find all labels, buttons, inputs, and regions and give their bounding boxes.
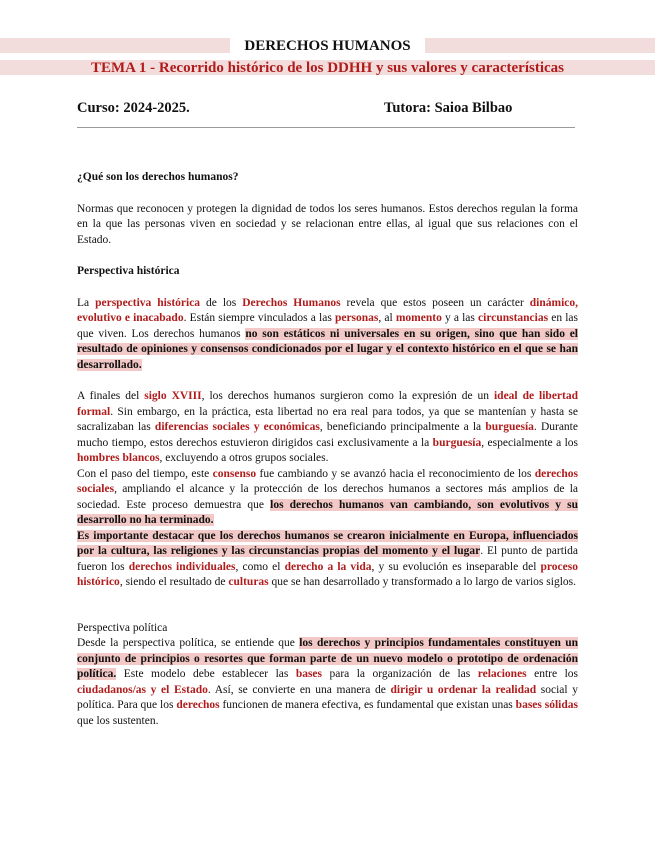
course-label: Curso: 2024-2025. — [77, 100, 190, 116]
section-heading-historical: Perspectiva histórica — [77, 265, 180, 277]
header-divider — [77, 127, 575, 128]
historical-paragraph-2: A finales del siglo XVIII, los derechos humanos surgieron como la expresión de un ideal de libertad formal. Sin embargo, en la práctica, esta libertad no era real para todos, ya que se mantenían y hasta se sacralizaban las diferencias sociales y económicas, beneficiando principalmente a la burguesía. Durante mucho tiempo, estos derechos estuvieron dirigidos casi exclusivamente a la burguesía, especialmente a los hombres blancos, excluyendo a otros grupos sociales. — [77, 390, 579, 464]
definition-paragraph: Normas que reconocen y protegen la dignidad de todos los seres humanos. Estos derechos regulan la forma en la que las personas viven en sociedad y se relacionan entre ellas, al igual que sus relaciones con el Estado. — [77, 202, 578, 246]
section-heading-political: Perspectiva política — [77, 621, 168, 634]
tutor-label: Tutora: Saioa Bilbao — [384, 100, 513, 116]
page-title: DERECHOS HUMANOS — [0, 38, 655, 55]
political-paragraph: Desde la perspectiva política, se entiende que los derechos y principios fundamentales constituyen un conjunto de principios o resortes que forman parte de un nuevo modelo o prototipo de ordenación política. Este modelo debe establecer las bases para la organización de las relaciones entre los ciudadanos/as y el Estado. Así, se convierte en una manera de dirigir u ordenar la realidad social y política. Para que los derechos funcionen de manera efectiva, es fundamental que existan unas bases sólidas que los sustenten. — [77, 637, 578, 727]
document-body — [77, 170, 578, 729]
historical-paragraph-1: La perspectiva histórica de los Derechos Humanos revela que estos poseen un carácter dinámico, evolutivo e inacabado. Están siempre vinculados a las personas, al momento y a las circunstancias en las que viven. Los derechos humanos no son estáticos ni universales en su origen, sino que han sido el resultado de opiniones y consensos condicionados por el lugar y el contexto histórico en el que se han desarrollado. — [77, 296, 578, 371]
section-heading-question: ¿Qué son los derechos humanos? — [77, 171, 239, 183]
historical-paragraph-3: Con el paso del tiempo, este consenso fue cambiando y se avanzó hacia el reconocimiento de los derechos sociales, ampliando el alcance y la protección de los derechos humanos a sectores más amplios de la sociedad. Este proceso demuestra que los derechos humanos van cambiando, son evolutivos y su desarrollo no ha terminado. — [77, 467, 579, 526]
historical-paragraph-4: Es importante destacar que los derechos humanos se crearon inicialmente en Europa, influenciados por la cultura, las religiones y las circunstancias propias del momento y el lugar. El punto de partida fueron los derechos individuales, como el derecho a la vida, y su evolución es inseparable del proceso histórico, siendo el resultado de culturas que se han desarrollado y transformado a lo largo de varios siglos. — [77, 529, 578, 588]
page-subtitle: TEMA 1 - Recorrido histórico de los DDHH y sus valores y características — [91, 60, 564, 76]
